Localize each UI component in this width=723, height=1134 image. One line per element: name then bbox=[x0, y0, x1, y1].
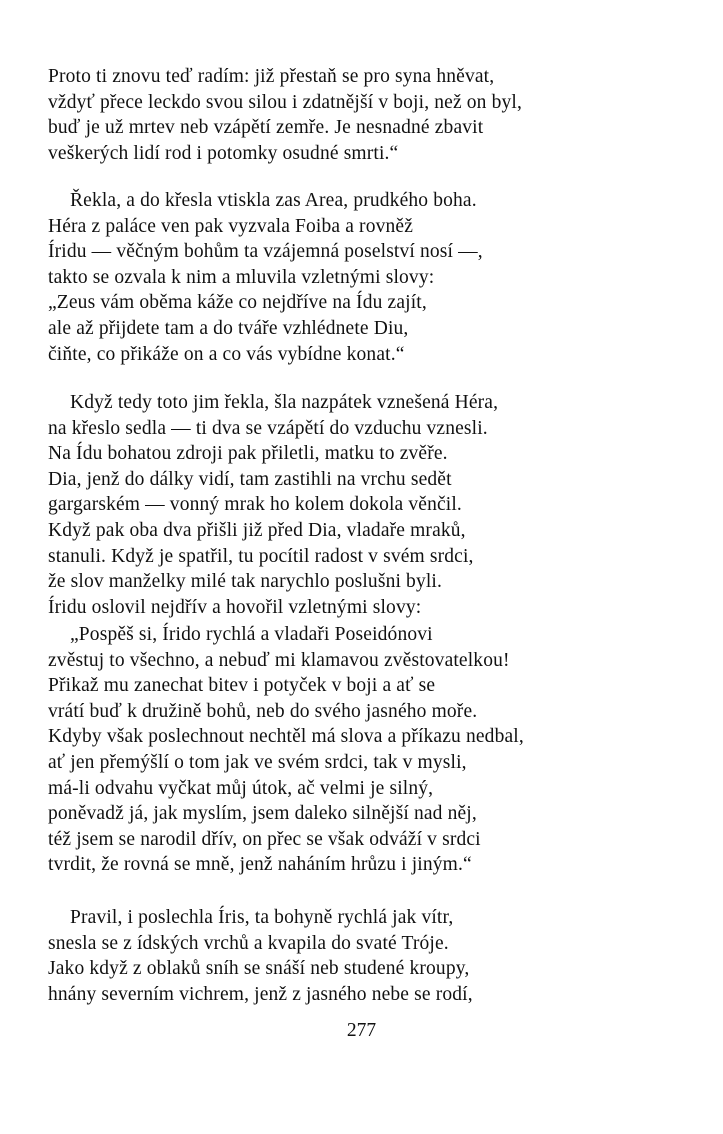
stanza bbox=[48, 622, 688, 878]
verse-line: čiňte, co přikáže on a co vás vybídne konat.“ bbox=[48, 343, 405, 365]
verse-line: Íridu — věčným bohům ta vzájemná poselství nosí —, bbox=[48, 241, 483, 263]
verse-line: „Pospěš si, Írido rychlá a vladaři Poseidónovi bbox=[70, 624, 433, 645]
verse-line: Jako když z oblaků sníh se snáší neb studené kroupy, bbox=[48, 958, 470, 980]
verse-line: veškerých lidí rod i potomky osudné smrti.“ bbox=[48, 142, 399, 164]
verse-line: „Zeus vám oběma káže co nejdříve na Ídu zajít, bbox=[48, 292, 427, 314]
verse-line: ale až přijdete tam a do tváře vzhlédnete Diu, bbox=[48, 317, 409, 339]
verse-line: takto se ozvala k nim a mluvila vzletnými slovy: bbox=[48, 266, 435, 288]
verse-line: Řekla, a do křesla vtiskla zas Area, prudkého boha. bbox=[70, 190, 477, 211]
page-number: 277 bbox=[346, 1020, 377, 1041]
stanza bbox=[48, 64, 688, 166]
verse-line: Kdyby však poslechnout nechtěl má slova a příkazu nedbal, bbox=[48, 726, 524, 748]
verse-line: vrátí buď k družině bohů, neb do svého jasného moře. bbox=[48, 700, 478, 722]
verse-line: tvrdit, že rovná se mně, jenž naháním hrůzu i jiným.“ bbox=[48, 854, 472, 876]
verse-line: Když tedy toto jim řekla, šla nazpátek vznešená Héra, bbox=[70, 392, 499, 413]
verse-line: že slov manželky milé tak narychlo poslušni byli. bbox=[48, 571, 443, 593]
verse-line: gargarském — vonný mrak ho kolem dokola věnčil. bbox=[48, 494, 462, 516]
verse-line: Na Ídu bohatou zdroji pak přiletli, matku to zvěře. bbox=[48, 443, 448, 465]
verse-line: Když pak oba dva přišli již před Dia, vladaře mraků, bbox=[48, 519, 466, 541]
verse-line: ať jen přemýšlí o tom jak ve svém srdci, tak v mysli, bbox=[48, 751, 467, 773]
verse-line: poněvadž já, jak myslím, jsem daleko silnější nad něj, bbox=[48, 803, 477, 825]
verse-line: snesla se z ídských vrchů a kvapila do svaté Tróje. bbox=[48, 932, 449, 954]
verse-line: Proto ti znovu teď radím: již přestaň se pro syna hněvat, bbox=[48, 66, 495, 87]
verse-line: stanuli. Když je spatřil, tu pocítil radost v svém srdci, bbox=[48, 545, 474, 567]
verse-line: má-li odvahu vyčkat můj útok, ač velmi je silný, bbox=[48, 777, 434, 799]
verse-line: vždyť přece leckdo svou silou i zdatnější v boji, než on byl, bbox=[48, 91, 522, 113]
verse-line: na křeslo sedla — ti dva se vzápětí do vzduchu vznesli. bbox=[48, 417, 488, 439]
verse-line: zvěstuj to všechno, a nebuď mi klamavou zvěstovatelkou! bbox=[48, 649, 510, 671]
verse-line: buď je už mrtev neb vzápětí zemře. Je nesnadné zbavit bbox=[48, 117, 484, 139]
verse-line: Přikaž mu zanechat bitev i potyček v boji a ať se bbox=[48, 675, 436, 697]
verse-line: Pravil, i poslechla Íris, ta bohyně rychlá jak vítr, bbox=[70, 907, 454, 928]
verse-line: Íridu oslovil nejdřív a hovořil vzletnými slovy: bbox=[48, 596, 422, 618]
stanza bbox=[48, 905, 688, 1007]
stanza bbox=[48, 188, 688, 367]
verse-line: Héra z paláce ven pak vyzvala Foiba a rovněž bbox=[48, 215, 413, 237]
verse-line: hnány severním vichrem, jenž z jasného nebe se rodí, bbox=[48, 983, 473, 1005]
stanza bbox=[48, 390, 688, 620]
verse-line: též jsem se narodil dřív, on přec se však odváží v srdci bbox=[48, 828, 481, 850]
verse-line: Dia, jenž do dálky vidí, tam zastihli na vrchu sedět bbox=[48, 468, 452, 490]
